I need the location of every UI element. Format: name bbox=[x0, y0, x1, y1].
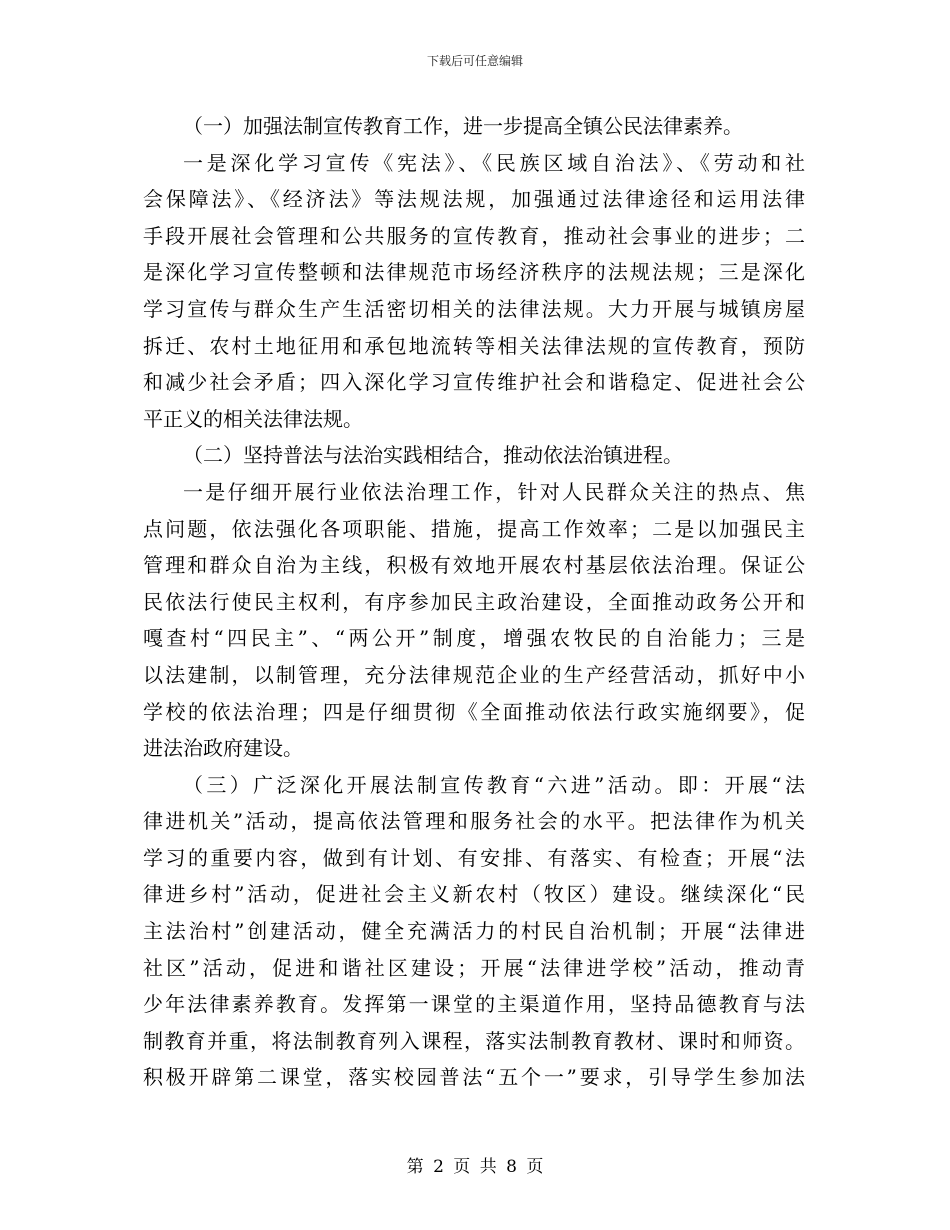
paragraph-line: 学习宣传与群众生产生活密切相关的法律法规。大力开展与城镇房屋 bbox=[143, 296, 805, 321]
paragraph-line: 和减少社会矛盾；四入深化学习宣传维护社会和谐稳定、促进社会公 bbox=[143, 370, 805, 395]
paragraph-line: 律进乡村”活动，促进社会主义新农村（牧区）建设。继续深化“民 bbox=[143, 882, 805, 907]
paragraph-line: 主法治村”创建活动，健全充满活力的村民自治机制；开展“法律进 bbox=[143, 919, 805, 944]
page-header: 下载后可任意编辑 bbox=[426, 54, 523, 68]
paragraph-line: 会保障法》、《经济法》等法规法规，加强通过法律途径和运用法律 bbox=[143, 187, 805, 212]
paragraph-line: 管理和群众自治为主线，积极有效地开展农村基层依法治理。保证公 bbox=[143, 553, 805, 578]
paragraph-line: 一是仔细开展行业依法治理工作，针对人民群众关注的热点、焦 bbox=[183, 479, 805, 504]
paragraph-line: 积极开辟第二课堂，落实校园普法“五个一”要求，引导学生参加法 bbox=[143, 1065, 805, 1090]
paragraph-line: 是深化学习宣传整顿和法律规范市场经济秩序的法规法规；三是深化 bbox=[143, 260, 805, 285]
section-heading: （二）坚持普法与法治实践相结合，推动依法治镇进程。 bbox=[183, 443, 683, 468]
paragraph-line: 进法治政府建设。 bbox=[143, 736, 303, 761]
paragraph-line: 社区”活动，促进和谐社区建设；开展“法律进学校”活动，推动青 bbox=[143, 955, 805, 980]
paragraph-line: 以法建制，以制管理，充分法律规范企业的生产经营活动，抓好中小 bbox=[143, 662, 805, 687]
paragraph-line: 民依法行使民主权利，有序参加民主政治建设，全面推动政务公开和 bbox=[143, 589, 805, 614]
paragraph-line: 嘎查村“四民主”、“两公开”制度，增强农牧民的自治能力；三是 bbox=[143, 626, 805, 651]
paragraph-line: 律进机关”活动，提高依法管理和服务社会的水平。把法律作为机关 bbox=[143, 809, 805, 834]
paragraph-line: 拆迁、农村土地征用和承包地流转等相关法律法规的宣传教育，预防 bbox=[143, 333, 805, 358]
paragraph-line: 手段开展社会管理和公共服务的宣传教育，推动社会事业的进步；二 bbox=[143, 223, 805, 248]
paragraph-line: 学习的重要内容，做到有计划、有安排、有落实、有检查；开展“法 bbox=[143, 845, 805, 870]
paragraph-line: 点问题，依法强化各项职能、措施，提高工作效率；二是以加强民主 bbox=[143, 516, 805, 541]
paragraph-line: 学校的依法治理；四是仔细贯彻《全面推动依法行政实施纲要》，促 bbox=[143, 699, 805, 724]
section-heading: （一）加强法制宣传教育工作，进一步提高全镇公民法律素养。 bbox=[183, 114, 743, 138]
page-footer: 第 2 页 共 8 页 bbox=[406, 1157, 544, 1177]
section-heading: （三）广泛深化开展法制宣传教育“六进”活动。即：开展“法 bbox=[183, 772, 805, 797]
document-body bbox=[143, 108, 805, 1096]
paragraph-line: 制教育并重，将法制教育列入课程，落实法制教育教材、课时和师资。 bbox=[143, 1028, 805, 1053]
paragraph-line: 少年法律素养教育。发挥第一课堂的主渠道作用，坚持品德教育与法 bbox=[143, 992, 805, 1017]
paragraph-line: 一是深化学习宣传《宪法》、《民族区域自治法》、《劳动和社 bbox=[183, 150, 805, 175]
paragraph-line: 平正义的相关法律法规。 bbox=[143, 406, 363, 431]
